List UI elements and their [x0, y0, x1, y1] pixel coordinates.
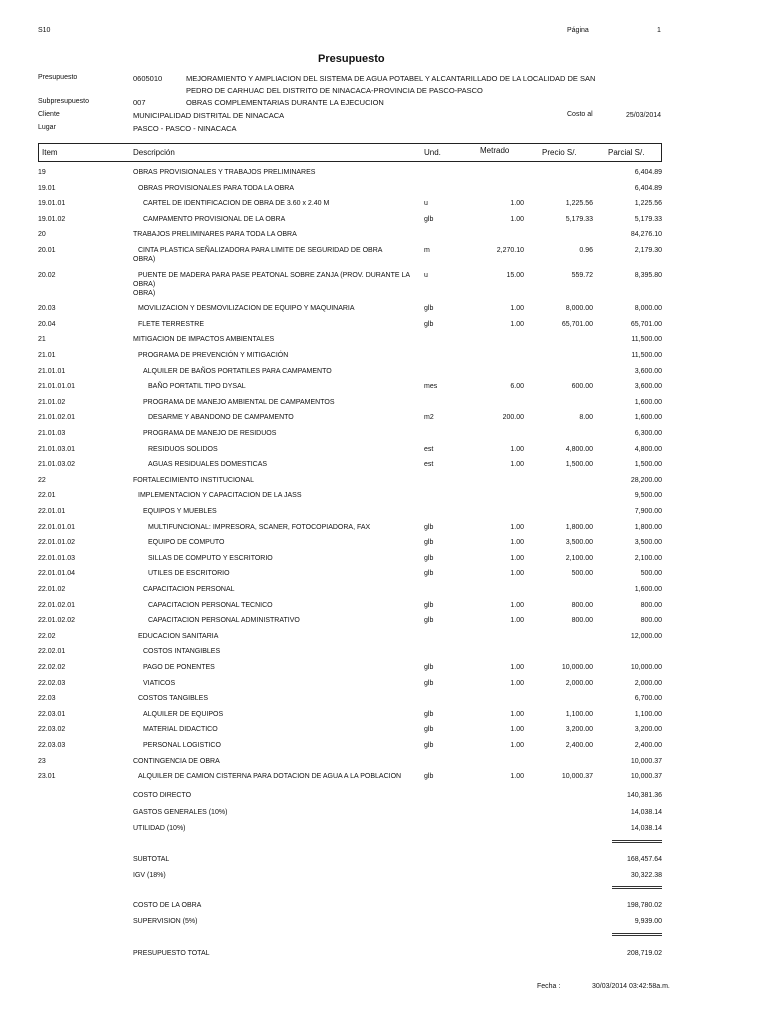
table-row	[0, 524, 768, 538]
row-precio: 2,400.00	[565, 742, 593, 749]
total-underline-1	[612, 840, 662, 843]
row-description-cont: OBRA)	[133, 280, 156, 288]
row-precio: 800.00	[571, 617, 593, 625]
row-item: 22	[38, 476, 46, 484]
row-description: RESIDUOS SOLIDOS	[148, 445, 218, 453]
row-description: CAPACITACION PERSONAL TECNICO	[148, 601, 273, 609]
row-parcial: 65,701.00	[630, 320, 662, 328]
row-parcial: 28,200.00	[630, 476, 662, 484]
row-description: UTILES DE ESCRITORIO	[148, 570, 230, 578]
row-item: 22.03.02	[38, 726, 66, 734]
row-unit: m	[424, 247, 430, 254]
row-item: 21	[38, 336, 46, 344]
row-description-cont: OBRA)	[133, 289, 156, 297]
table-row	[0, 617, 768, 631]
subtotal-value: 168,457.64	[626, 856, 662, 863]
row-unit: glb	[424, 679, 434, 687]
row-item: 21.01.03	[38, 430, 66, 437]
row-parcial: 2,400.00	[634, 742, 662, 749]
row-parcial: 500.00	[640, 570, 662, 578]
row-precio: 3,500.00	[565, 539, 593, 547]
row-unit: glb	[424, 570, 434, 578]
costo-directo-label: COSTO DIRECTO	[133, 792, 192, 799]
row-unit: m2	[424, 414, 434, 422]
fecha-value: 30/03/2014 03:42:58a.m.	[592, 983, 670, 990]
total-underline-3	[612, 933, 662, 936]
table-row	[0, 336, 768, 350]
row-parcial: 1,500.00	[634, 461, 662, 469]
table-row	[0, 430, 768, 444]
row-parcial: 1,600.00	[634, 398, 662, 406]
row-parcial: 6,300.00	[634, 430, 662, 437]
table-row	[0, 633, 768, 647]
table-row	[0, 383, 768, 397]
row-metrado: 1.00	[510, 601, 524, 609]
row-metrado: 1.00	[510, 320, 524, 328]
row-precio: 0.96	[579, 247, 593, 254]
row-precio: 1,225.56	[565, 200, 593, 208]
subtotal-label: SUBTOTAL	[133, 856, 170, 863]
presupuesto-total-value: 208,719.02	[626, 950, 662, 957]
row-description: PUENTE DE MADERA PARA PASE PEATONAL SOBRE ZANJA (PROV. DURANTE LA	[138, 271, 411, 279]
row-description: CAPACITACION PERSONAL	[143, 586, 235, 593]
row-item: 21.01.03.02	[38, 461, 75, 469]
col-item: Item	[42, 148, 58, 157]
costo-al-label: Costo al	[567, 111, 593, 118]
row-item: 19.01	[38, 184, 56, 192]
row-description: PROGRAMA DE MANEJO DE RESIDUOS	[143, 430, 277, 437]
presupuesto-desc-2: PEDRO DE CARHUAC DEL DISTRITO DE NINACACA-PROVINCIA DE PASCO-PASCO	[186, 86, 483, 95]
row-description: TRABAJOS PRELIMINARES PARA TODA LA OBRA	[133, 231, 297, 239]
row-parcial: 8,395.80	[634, 271, 662, 279]
col-descripcion: Descripción	[133, 148, 175, 157]
row-parcial: 2,000.00	[634, 679, 662, 687]
table-row	[0, 477, 768, 491]
col-precio: Precio S/.	[542, 148, 577, 157]
row-unit: glb	[424, 554, 434, 562]
row-item: 22.01.01.04	[38, 570, 75, 578]
lugar-label: Lugar	[38, 124, 56, 131]
row-description: EQUIPO DE COMPUTO	[148, 539, 225, 547]
row-item: 20.03	[38, 305, 56, 313]
row-item: 21.01.01.01	[38, 383, 75, 391]
row-precio: 10,000.00	[561, 664, 593, 671]
row-unit: glb	[424, 617, 434, 625]
row-parcial: 1,800.00	[634, 523, 662, 531]
row-metrado: 1.00	[510, 773, 524, 781]
row-metrado: 1.00	[510, 570, 524, 578]
table-row	[0, 352, 768, 366]
row-description: CARTEL DE IDENTIFICACION DE OBRA DE 3.60 x 2.40 M	[143, 200, 330, 208]
table-row	[0, 399, 768, 413]
page-label: Página	[567, 27, 589, 34]
row-item: 19	[38, 169, 46, 176]
row-unit: glb	[424, 773, 434, 781]
row-item: 22.01.02.01	[38, 601, 75, 609]
row-item: 19.01.01	[38, 200, 66, 208]
row-description: VIATICOS	[143, 679, 176, 687]
gastos-generales-label: GASTOS GENERALES (10%)	[133, 809, 228, 816]
row-item: 22.01	[38, 492, 56, 500]
row-description: PERSONAL LOGISTICO	[143, 742, 221, 749]
row-parcial: 12,000.00	[630, 632, 662, 640]
row-unit: glb	[424, 539, 434, 547]
costo-obra-value: 198,780.02	[626, 902, 662, 909]
row-precio: 1,800.00	[565, 523, 593, 531]
table-row	[0, 695, 768, 709]
row-metrado: 1.00	[510, 617, 524, 625]
row-description: ALQUILER DE EQUIPOS	[143, 710, 224, 718]
table-row	[0, 271, 768, 297]
row-description: PROGRAMA DE MANEJO AMBIENTAL DE CAMPAMENTOS	[143, 398, 335, 406]
table-row	[0, 773, 768, 787]
presupuesto-label: Presupuesto	[38, 74, 78, 81]
row-metrado: 1.00	[510, 461, 524, 469]
igv-label: IGV (18%)	[133, 872, 166, 879]
row-parcial: 3,500.00	[634, 539, 662, 547]
row-item: 22.03.03	[38, 742, 66, 749]
table-row	[0, 321, 768, 335]
row-precio: 2,000.00	[565, 679, 593, 687]
row-precio: 4,800.00	[565, 445, 593, 453]
row-item: 22.03.01	[38, 710, 66, 718]
lugar-value: PASCO - PASCO - NINACACA	[133, 124, 237, 133]
table-row	[0, 648, 768, 662]
row-precio: 2,100.00	[565, 554, 593, 562]
row-metrado: 6.00	[510, 383, 524, 391]
row-metrado: 1.00	[510, 523, 524, 531]
row-item: 22.02.03	[38, 679, 66, 687]
row-metrado: 15.00	[506, 271, 524, 279]
row-unit: glb	[424, 664, 434, 671]
row-description: CINTA PLASTICA SEÑALIZADORA PARA LIMITE DE SEGURIDAD DE OBRA	[138, 247, 383, 254]
row-metrado: 1.00	[510, 200, 524, 208]
utilidad-value: 14,038.14	[630, 825, 662, 832]
row-item: 22.01.01.03	[38, 554, 75, 562]
row-item: 19.01.02	[38, 215, 66, 223]
table-row	[0, 508, 768, 522]
row-metrado: 1.00	[510, 305, 524, 313]
igv-value: 30,322.38	[630, 872, 662, 879]
row-parcial: 9,500.00	[634, 492, 662, 500]
row-item: 20.01	[38, 247, 56, 254]
subpresupuesto-code: 007	[133, 98, 146, 107]
row-parcial: 7,900.00	[634, 508, 662, 515]
costo-obra-label: COSTO DE LA OBRA	[133, 902, 202, 909]
table-row	[0, 758, 768, 772]
row-description: CONTINGENCIA DE OBRA	[133, 757, 220, 765]
row-description: AGUAS RESIDUALES DOMESTICAS	[148, 461, 268, 469]
col-und: Und.	[424, 148, 441, 157]
row-description: ALQUILER DE BAÑOS PORTATILES PARA CAMPAMENTO	[143, 367, 332, 375]
row-item: 22.03	[38, 695, 56, 703]
row-description: BAÑO PORTATIL TIPO DYSAL	[148, 383, 246, 391]
row-precio: 500.00	[571, 570, 593, 578]
presupuesto-code: 0605010	[133, 74, 163, 83]
row-precio: 3,200.00	[565, 726, 593, 734]
row-description: OBRAS PROVISIONALES Y TRABAJOS PRELIMINARES	[133, 169, 316, 176]
row-parcial: 1,600.00	[634, 414, 662, 422]
document-title: Presupuesto	[318, 53, 385, 65]
row-parcial: 800.00	[640, 617, 662, 625]
row-parcial: 10,000.37	[630, 757, 662, 765]
page-number: 1	[657, 27, 661, 34]
row-unit: est	[424, 445, 434, 453]
costo-directo-value: 140,381.36	[626, 792, 662, 799]
table-row	[0, 711, 768, 725]
row-metrado: 1.00	[510, 726, 524, 734]
row-item: 22.01.01.01	[38, 523, 75, 531]
subpresupuesto-desc: OBRAS COMPLEMENTARIAS DURANTE LA EJECUCION	[186, 98, 384, 107]
row-metrado: 1.00	[510, 664, 524, 671]
row-item: 21.01.02	[38, 398, 66, 406]
row-item: 21.01.02.01	[38, 414, 75, 422]
table-row	[0, 216, 768, 230]
row-parcial: 6,404.89	[634, 184, 662, 192]
row-item: 20.04	[38, 320, 56, 328]
presupuesto-desc-1: MEJORAMIENTO Y AMPLIACION DEL SISTEMA DE AGUA POTABEL Y ALCANTARILLADO DE LA LOCALIDAD DE SAN	[186, 74, 596, 83]
table-row	[0, 539, 768, 553]
row-item: 21.01	[38, 352, 56, 359]
table-row	[0, 231, 768, 245]
table-row	[0, 414, 768, 428]
row-parcial: 6,404.89	[634, 169, 662, 176]
row-parcial: 4,800.00	[634, 445, 662, 453]
supervision-label: SUPERVISION (5%)	[133, 918, 198, 925]
row-item: 22.02.01	[38, 648, 66, 656]
row-unit: glb	[424, 726, 434, 734]
fecha-label: Fecha :	[537, 983, 561, 990]
table-row	[0, 461, 768, 475]
row-parcial: 11,500.00	[631, 336, 662, 344]
row-item: 22.01.01.02	[38, 539, 75, 547]
table-row	[0, 602, 768, 616]
row-precio: 5,179.33	[565, 215, 593, 223]
row-description: MOVILIZACION Y DESMOVILIZACION DE EQUIPO Y MAQUINARIA	[138, 305, 355, 313]
row-metrado: 2,270.10	[496, 247, 524, 254]
col-parcial: Parcial S/.	[608, 148, 645, 157]
row-parcial: 84,276.10	[630, 231, 662, 239]
s10-label: S10	[38, 27, 51, 34]
table-row	[0, 169, 768, 183]
row-unit: glb	[424, 215, 434, 223]
row-unit: mes	[424, 383, 438, 391]
table-row	[0, 555, 768, 569]
row-precio: 1,500.00	[565, 461, 593, 469]
row-precio: 8,000.00	[565, 305, 593, 313]
total-underline-2	[612, 886, 662, 889]
row-metrado: 1.00	[510, 215, 524, 223]
row-item: 22.01.01	[38, 508, 66, 515]
row-description: SILLAS DE COMPUTO Y ESCRITORIO	[148, 554, 273, 562]
row-metrado: 1.00	[510, 539, 524, 547]
row-unit: glb	[424, 742, 434, 749]
row-parcial: 800.00	[640, 601, 662, 609]
presupuesto-total-label: PRESUPUESTO TOTAL	[133, 950, 210, 957]
row-description: COSTOS INTANGIBLES	[143, 648, 221, 656]
table-row	[0, 664, 768, 678]
row-item: 22.02	[38, 632, 56, 640]
row-item: 20	[38, 231, 46, 239]
row-parcial: 6,700.00	[634, 695, 662, 703]
row-item: 22.01.02.02	[38, 617, 75, 625]
table-row	[0, 570, 768, 584]
row-description: CAMPAMENTO PROVISIONAL DE LA OBRA	[143, 215, 286, 223]
row-description: FLETE TERRESTRE	[138, 320, 204, 328]
row-parcial: 3,600.00	[634, 383, 662, 391]
table-row	[0, 368, 768, 382]
row-parcial: 5,179.33	[634, 215, 662, 223]
row-description: ALQUILER DE CAMION CISTERNA PARA DOTACION DE AGUA A LA POBLACION	[138, 773, 402, 781]
row-parcial: 1,100.00	[634, 710, 662, 718]
table-row	[0, 586, 768, 600]
table-row	[0, 446, 768, 460]
row-description: DESARME Y ABANDONO DE CAMPAMENTO	[148, 414, 294, 422]
table-row	[0, 492, 768, 506]
row-unit: u	[424, 200, 428, 208]
row-metrado: 1.00	[510, 710, 524, 718]
table-row	[0, 200, 768, 214]
row-item: 21.01.03.01	[38, 445, 75, 453]
row-precio: 800.00	[571, 601, 593, 609]
row-parcial: 8,000.00	[634, 305, 662, 313]
row-description: PROGRAMA DE PREVENCIÓN Y MITIGACIÓN	[138, 352, 289, 359]
row-metrado: 1.00	[510, 742, 524, 749]
row-parcial: 10,000.37	[630, 773, 662, 781]
row-description: EDUCACION SANITARIA	[138, 632, 219, 640]
row-unit: glb	[424, 710, 434, 718]
row-precio: 8.00	[579, 414, 593, 422]
cliente-label: Cliente	[38, 111, 60, 118]
utilidad-label: UTILIDAD (10%)	[133, 825, 186, 832]
row-description: PAGO DE PONENTES	[143, 664, 215, 671]
row-precio: 1,100.00	[565, 710, 593, 718]
row-description: COSTOS TANGIBLES	[138, 695, 209, 703]
row-parcial: 3,600.00	[634, 367, 662, 375]
row-unit: glb	[424, 305, 434, 313]
row-precio: 559.72	[571, 271, 593, 279]
row-description: MATERIAL DIDACTICO	[143, 726, 218, 734]
subpresupuesto-label: Subpresupuesto	[38, 98, 89, 105]
row-unit: glb	[424, 523, 434, 531]
row-item: 21.01.01	[38, 367, 66, 375]
row-precio: 65,701.00	[561, 320, 593, 328]
col-metrado: Metrado	[480, 146, 510, 155]
row-unit: glb	[424, 601, 434, 609]
row-description: CAPACITACION PERSONAL ADMINISTRATIVO	[148, 617, 300, 625]
row-unit: est	[424, 461, 434, 469]
row-parcial: 1,600.00	[634, 586, 662, 593]
row-metrado: 1.00	[510, 445, 524, 453]
table-row	[0, 742, 768, 756]
cliente-value: MUNICIPALIDAD DISTRITAL DE NINACACA	[133, 111, 285, 120]
row-parcial: 11,500.00	[631, 352, 662, 359]
row-precio: 10,000.37	[561, 773, 593, 781]
gastos-generales-value: 14,038.14	[630, 809, 662, 816]
table-row	[0, 680, 768, 694]
row-precio: 600.00	[571, 383, 593, 391]
row-metrado: 200.00	[502, 414, 524, 422]
table-row	[0, 247, 768, 261]
row-unit: u	[424, 271, 428, 279]
row-metrado: 1.00	[510, 679, 524, 687]
row-parcial: 2,179.30	[634, 247, 662, 254]
row-parcial: 1,225.56	[634, 200, 662, 208]
row-item: 23.01	[38, 773, 56, 781]
table-row	[0, 305, 768, 319]
row-description: MULTIFUNCIONAL: IMPRESORA, SCANER, FOTOCOPIADORA, FAX	[148, 523, 371, 531]
row-item: 22.02.02	[38, 664, 66, 671]
row-parcial: 3,200.00	[634, 726, 662, 734]
row-description-cont: OBRA)	[133, 256, 156, 263]
row-description: EQUIPOS Y MUEBLES	[143, 508, 217, 515]
row-metrado: 1.00	[510, 554, 524, 562]
row-description: FORTALECIMIENTO INSTITUCIONAL	[133, 476, 254, 484]
row-item: 23	[38, 757, 46, 765]
row-parcial: 10,000.00	[630, 664, 662, 671]
costo-al-value: 25/03/2014	[626, 112, 662, 119]
supervision-value: 9,939.00	[634, 918, 662, 925]
row-description: OBRAS PROVISIONALES PARA TODA LA OBRA	[138, 184, 295, 192]
row-item: 22.01.02	[38, 586, 66, 593]
row-description: MITIGACION DE IMPACTOS AMBIENTALES	[133, 336, 275, 344]
row-description: IMPLEMENTACION Y CAPACITACION DE LA JASS	[138, 492, 302, 500]
row-parcial: 2,100.00	[634, 554, 662, 562]
table-row	[0, 185, 768, 199]
row-unit: glb	[424, 320, 434, 328]
row-item: 20.02	[38, 271, 56, 279]
table-row	[0, 726, 768, 740]
